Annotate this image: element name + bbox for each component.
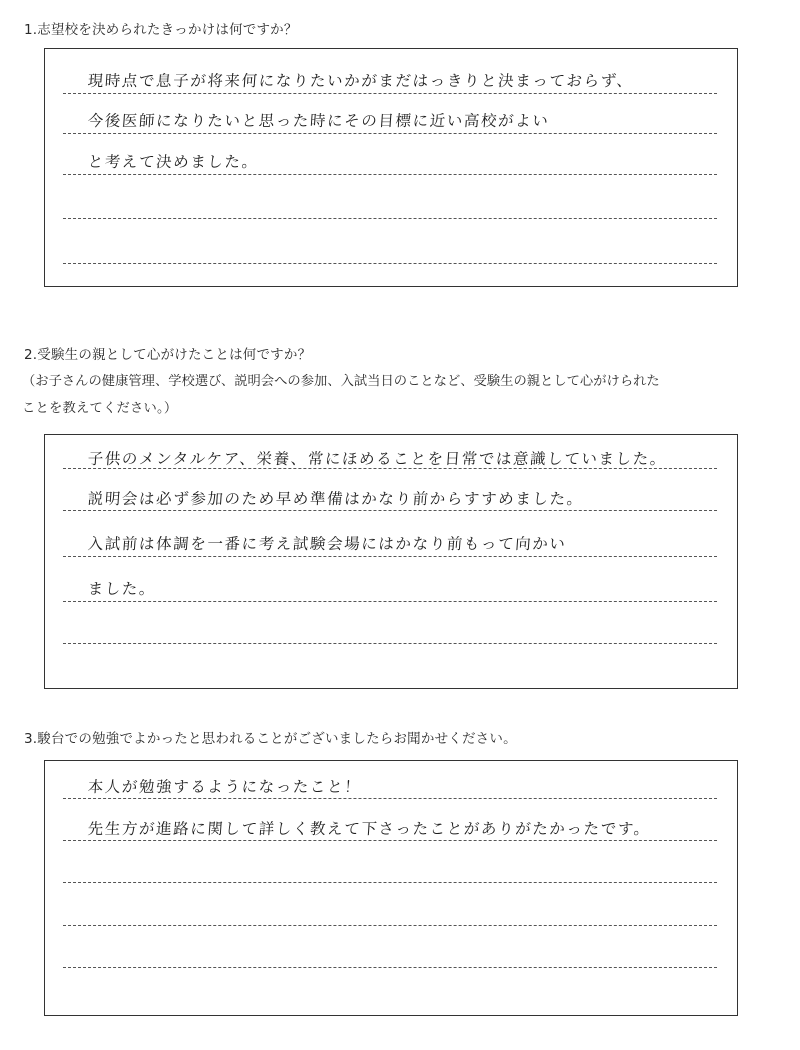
handwritten-answer-line: ました。 — [87, 580, 157, 598]
handwritten-answer-line: 本人が勉強するようになったこと！ — [87, 778, 362, 796]
answer-line — [63, 840, 717, 841]
handwritten-answer-line: 説明会は必ず参加のため早め準備はかなり前からすすめました。 — [87, 490, 585, 508]
answer-line — [63, 798, 717, 799]
answer-line — [63, 601, 717, 602]
answer-line — [63, 556, 717, 557]
handwritten-answer-line: 先生方が進路に関して詳しく教えて下さったことがありがたかったです。 — [87, 820, 652, 838]
handwritten-answer-line: 今後医師になりたいと思った時にその目標に近い高校がよい — [87, 112, 551, 130]
answer-line — [63, 218, 717, 219]
question-1-label: 1.志望校を決められたきっかけは何ですか？ — [24, 22, 298, 38]
answer-box-1 — [44, 48, 738, 287]
answer-line — [63, 93, 717, 94]
question-3-label: 3.駿台での勉強でよかったと思われることがございましたらお聞かせください。 — [24, 731, 517, 747]
answer-line — [63, 643, 717, 644]
handwritten-answer-line: 子供のメンタルケア、栄養、常にほめることを日常では意識していました。 — [87, 450, 668, 468]
answer-line — [63, 925, 717, 926]
question-2-sublabel: （お子さんの健康管理、学校選び、説明会への参加、入試当日のことなど、受験生の親として心がけられた — [22, 374, 660, 389]
answer-box-2 — [44, 434, 738, 689]
answer-line — [63, 263, 717, 264]
answer-line — [63, 967, 717, 968]
handwritten-answer-line: と考えて決めました。 — [87, 153, 260, 171]
answer-box-3 — [44, 760, 738, 1016]
answer-line — [63, 174, 717, 175]
handwritten-answer-line: 入試前は体調を一番に考え試験会場にはかなり前もって向かい — [87, 535, 568, 553]
handwritten-answer-line: 現時点で息子が将来何になりたいかがまだはっきりと決まっておらず、 — [87, 72, 635, 90]
answer-line — [63, 133, 717, 134]
question-2-label: 2.受験生の親として心がけたことは何ですか？ — [24, 347, 312, 363]
question-2-sublabel-cont: ことを教えてください。） — [22, 401, 178, 416]
answer-line — [63, 882, 717, 883]
answer-line — [63, 510, 717, 511]
